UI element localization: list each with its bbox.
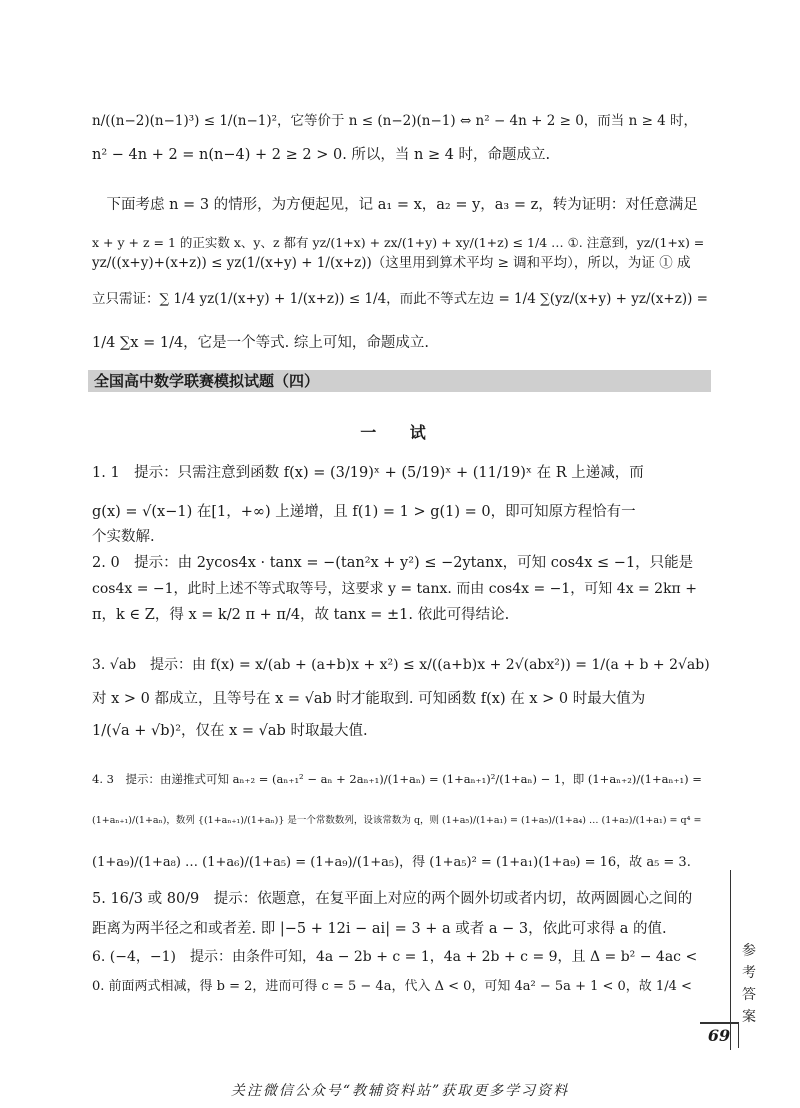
- answer-line-3: 2. 0 提示：由 2ycos4x · tanx = −(tan²x + y²) ≤ −2ytanx，可知 cos4x ≤ −1，只能是: [92, 555, 694, 571]
- answer-line-14: 6. (−4，−1) 提示：由条件可知，4a − 2b + c = 1，4a + 2b + c = 9，且 Δ = b² − 4ac <: [92, 949, 698, 965]
- top-line-0: n/((n−2)(n−1)³) ≤ 1/(n−1)²，它等价于 n ≤ (n−2)(n−1) ⇔ n² − 4n + 2 ≥ 0，而当 n ≥ 4 时，: [92, 113, 698, 129]
- top-line-5: 立只需证：∑ 1/4 yz(1/(x+y) + 1/(x+z)) ≤ 1/4，而此不等式左边 = 1/4 ∑(yz/(x+y) + yz/(x+z)) =: [92, 291, 708, 307]
- answer-line-9: 4. 3 提示：由递推式可知 aₙ₊₂ = (aₙ₊₁² − aₙ + 2aₙ₊₁)/(1+aₙ) = (1+aₙ₊₁)²/(1+aₙ) − 1，即 (1+aₙ₊₂)/(1+aₙ₊₁) =: [92, 772, 702, 786]
- footer-note: 关注微信公众号“教辅资料站”获取更多学习资料: [230, 1083, 570, 1099]
- answer-line-1: g(x) = √(x−1) 在[1，+∞) 上递增，且 f(1) = 1 > g(1) = 0，即可知原方程恰有一: [92, 504, 636, 520]
- answer-line-15: 0. 前面两式相减，得 b = 2，进而可得 c = 5 − 4a，代入 Δ < 0，可知 4a² − 5a + 1 < 0，故 1/4 <: [92, 979, 692, 994]
- top-line-4: yz/((x+y)+(x+z)) ≤ yz(1/(x+y) + 1/(x+z))（这里用到算术平均 ≥ 调和平均），所以，为证 ① 成: [92, 255, 691, 271]
- side-section-label: 参考答案: [742, 943, 756, 1025]
- top-line-2: 下面考虑 n = 3 的情形，为方便起见，记 a₁ = x，a₂ = y，a₃ = z，转为证明：对任意满足: [92, 197, 698, 213]
- section-title: 全国高中数学联赛模拟试题（四）: [88, 370, 711, 392]
- answer-line-4: cos4x = −1，此时上述不等式取等号，这要求 y = tanx. 而由 cos4x = −1，可知 4x = 2kπ +: [92, 581, 697, 597]
- top-line-1: n² − 4n + 2 = n(n−4) + 2 ≥ 2 > 0. 所以，当 n ≥ 4 时，命题成立.: [92, 147, 551, 163]
- answer-line-5: π，k ∈ Z，得 x = k/2 π + π/4，故 tanx = ±1. 依此可得结论.: [92, 607, 510, 623]
- answer-line-13: 距离为两半径之和或者差. 即 |−5 + 12i − ai| = 3 + a 或者 a − 3，依此可求得 a 的值.: [92, 921, 667, 937]
- answer-line-10: (1+aₙ₊₁)/(1+aₙ)，数列 {(1+aₙ₊₁)/(1+aₙ)} 是一个常数数列，设该常数为 q，则 (1+a₅)/(1+a₁) = (1+a₅)/(1+a₄) … (1+a₂)/(1+a₁) = q⁴ =: [92, 815, 702, 826]
- top-line-3: x + y + z = 1 的正实数 x、y、z 都有 yz/(1+x) + zx/(1+y) + xy/(1+z) ≤ 1/4 … ①. 注意到，yz/(1+x) =: [92, 235, 705, 250]
- part-heading: 一 试: [360, 423, 440, 442]
- answer-line-8: 1/(√a + √b)²，仅在 x = √ab 时取最大值.: [92, 723, 368, 739]
- answer-line-11: (1+a₉)/(1+a₈) … (1+a₆)/(1+a₅) = (1+a₉)/(1+a₅)，得 (1+a₅)² = (1+a₁)(1+a₉) = 16，故 a₅ = 3.: [92, 855, 691, 870]
- answer-line-12: 5. 16/3 或 80/9 提示：依题意，在复平面上对应的两个圆外切或者内切，故两圆圆心之间的: [92, 891, 693, 907]
- answer-line-0: 1. 1 提示：只需注意到函数 f(x) = (3/19)ˣ + (5/19)ˣ + (11/19)ˣ 在 R 上递减，而: [92, 465, 644, 481]
- answer-line-2: 个实数解.: [92, 529, 155, 545]
- answer-line-6: 3. √ab 提示：由 f(x) = x/(ab + (a+b)x + x²) ≤ x/((a+b)x + 2√(abx²)) = 1/(a + b + 2√ab): [92, 657, 710, 673]
- page-number: 69: [700, 1022, 739, 1048]
- answer-line-7: 对 x > 0 都成立，且等号在 x = √ab 时才能取到. 可知函数 f(x) 在 x > 0 时最大值为: [92, 691, 646, 707]
- top-line-6: 1/4 ∑x = 1/4，它是一个等式. 综上可知，命题成立.: [92, 335, 430, 351]
